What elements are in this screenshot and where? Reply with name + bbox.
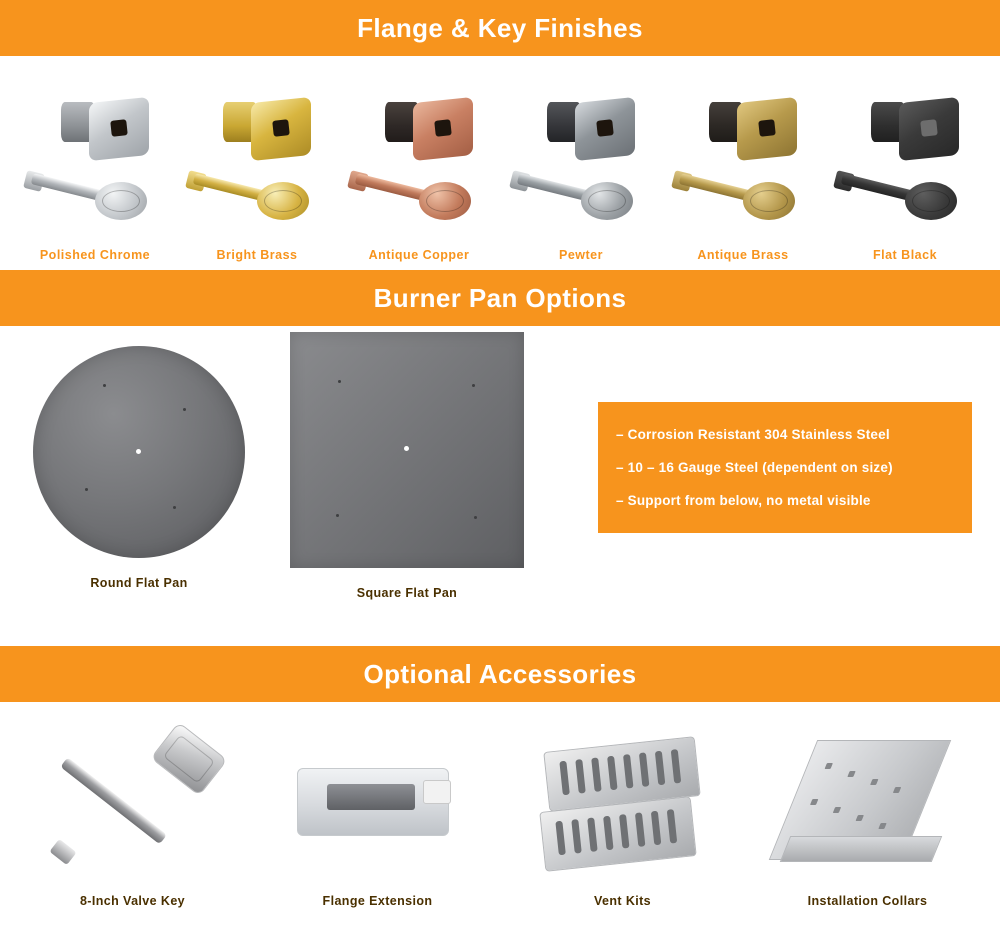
finish-item-antique-copper[interactable] [338, 70, 500, 262]
accessory-label: Flange Extension [322, 894, 433, 908]
accessory-label: 8-Inch Valve Key [79, 894, 186, 908]
spec-item: – Corrosion Resistant 304 Stainless Steel [616, 427, 890, 442]
finish-label: Pewter [559, 248, 603, 262]
spec-item: – Support from below, no metal visible [616, 493, 871, 508]
flange-icon [871, 100, 963, 162]
pan-label: Round Flat Pan [90, 576, 188, 590]
finish-art [19, 94, 171, 234]
finish-label: Bright Brass [216, 248, 298, 262]
finish-item-pewter[interactable] [500, 70, 662, 262]
accessory-item-valve-key[interactable] [10, 712, 255, 920]
square-pan-image [290, 332, 524, 568]
round-pan-item[interactable] [28, 346, 250, 590]
flange-icon [61, 100, 153, 162]
finish-label: Antique Copper [368, 248, 470, 262]
section-title-accessories: Optional Accessories [363, 658, 637, 689]
accessories-grid [0, 702, 1000, 920]
round-pan-image [33, 346, 245, 558]
finish-label: Flat Black [872, 248, 938, 262]
finish-item-polished-chrome[interactable] [14, 70, 176, 262]
installation-collar-icon [763, 726, 973, 884]
key-icon [671, 156, 811, 222]
section-header-accessories [0, 646, 1000, 702]
finish-item-bright-brass[interactable] [176, 70, 338, 262]
valve-key-icon [28, 726, 238, 884]
key-icon [23, 156, 163, 222]
spec-item: – 10 – 16 Gauge Steel (dependent on size) [616, 460, 893, 475]
finish-item-flat-black[interactable] [824, 70, 986, 262]
burner-pan-specs [598, 402, 972, 533]
accessory-label: Installation Collars [807, 894, 928, 908]
square-pan-item[interactable] [288, 332, 526, 600]
pan-label: Square Flat Pan [356, 586, 458, 600]
burner-pan-grid [0, 326, 1000, 646]
flange-icon [709, 100, 801, 162]
finish-art [829, 94, 981, 234]
flange-extension-icon [273, 726, 483, 884]
finish-label: Antique Brass [697, 248, 789, 262]
section-header-finishes [0, 0, 1000, 56]
section-title-burner-pans: Burner Pan Options [373, 282, 627, 313]
finish-art [667, 94, 819, 234]
vent-kit-icon [518, 726, 728, 884]
accessory-label: Vent Kits [593, 894, 652, 908]
finish-label: Polished Chrome [39, 248, 151, 262]
flange-icon [223, 100, 315, 162]
section-header-burner-pans [0, 270, 1000, 326]
finish-item-antique-brass[interactable] [662, 70, 824, 262]
finishes-grid [0, 56, 1000, 270]
accessory-item-vent-kits[interactable] [500, 712, 745, 920]
finish-art [505, 94, 657, 234]
key-icon [347, 156, 487, 222]
finish-art [343, 94, 495, 234]
flange-icon [385, 100, 477, 162]
accessory-item-flange-extension[interactable] [255, 712, 500, 920]
accessory-item-installation-collars[interactable] [745, 712, 990, 920]
key-icon [509, 156, 649, 222]
section-title-finishes: Flange & Key Finishes [357, 12, 643, 43]
finish-art [181, 94, 333, 234]
key-icon [185, 156, 325, 222]
flange-icon [547, 100, 639, 162]
key-icon [833, 156, 973, 222]
